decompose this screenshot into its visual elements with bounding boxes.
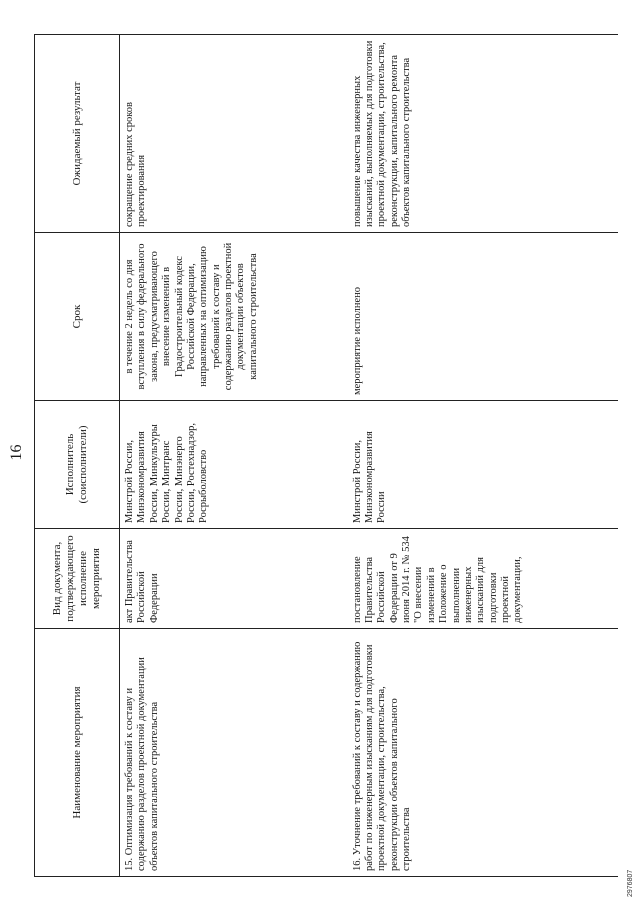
header-document-type: Вид документа, подтверждающего исполнение мероприятия xyxy=(35,529,120,629)
expected-result-cell: сокращение средних сроков проектирования xyxy=(120,35,348,233)
header-expected-result: Ожидаемый результат xyxy=(35,35,120,233)
document-code: 2976807 xyxy=(627,869,634,897)
header-executors: Исполнитель (соисполнители) xyxy=(35,401,120,529)
page-number: 16 xyxy=(8,444,25,461)
table-header-row xyxy=(35,35,120,877)
measure-name-cell: 16. Уточнение требований к составу и содержанию работ по инженерным изысканиям для подготовки проектной документации, строительства, реконструкции объектов капитального строительства xyxy=(348,629,618,877)
table-row xyxy=(348,35,618,877)
executors-cell: Минстрой России, Минэкономразвития России xyxy=(348,401,618,529)
deadline-cell: в течение 2 недель со дня вступления в силу федерального закона, предусматривающего внесение изменений в Градостроительный кодекс Российской Федерации, направленных на оптимизацию требований к составу и содержанию разделов проектной документации объектов капитального строительства xyxy=(120,233,348,401)
expected-result-cell: повышение качества инженерных изысканий, выполняемых для подготовки проектной документации, строительства, реконструкции, капитального ремонта объектов капитального строительства xyxy=(348,35,618,233)
executors-cell: Минстрой России, Минэкономразвития России, Минкультуры России, Минтранс России, Минэнерго России, Ростехнадзор, Росрыболовство xyxy=(120,401,348,529)
deadline-cell: мероприятие исполнено xyxy=(348,233,618,401)
document-type-cell: акт Правительства Российской Федерации xyxy=(120,529,348,629)
header-measure-name: Наименование мероприятия xyxy=(35,629,120,877)
header-deadline: Срок xyxy=(35,233,120,401)
table-row xyxy=(120,35,348,877)
measures-table xyxy=(34,34,618,877)
document-type-cell: постановление Правительства Российской Федерации от 9 июня 2014 г. № 534 "О внесении изменений в Положение о выполнении инженерных изысканий для подготовки проектной документации, xyxy=(348,529,618,629)
measure-name-cell: 15. Оптимизация требований к составу и содержанию разделов проектной документации объектов капитального строительства xyxy=(120,629,348,877)
